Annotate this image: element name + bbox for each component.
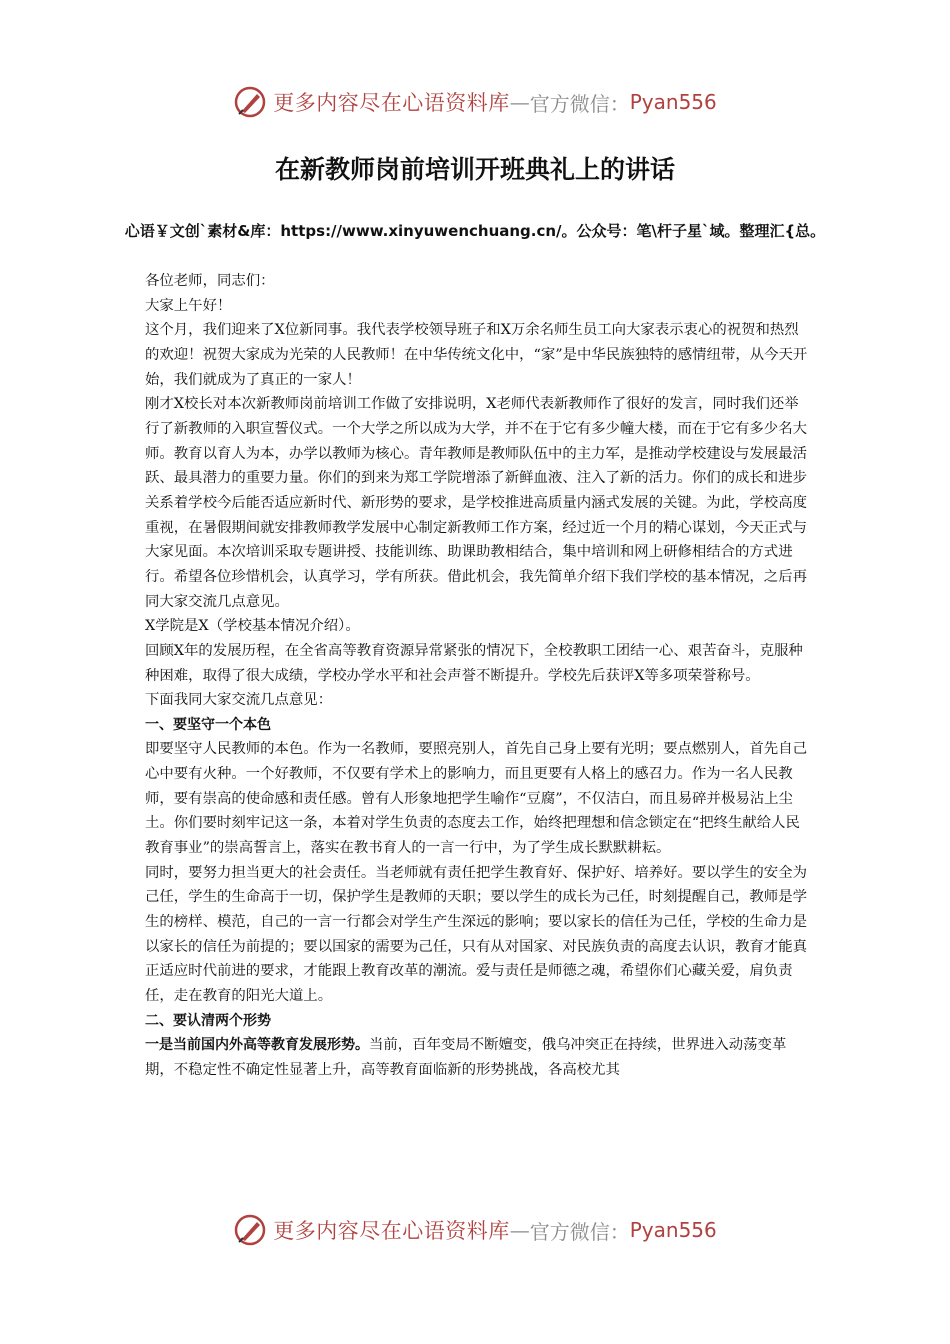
document-title: 在新教师岗前培训开班典礼上的讲话 <box>274 155 675 184</box>
paragraph <box>145 1033 810 1082</box>
section-heading: 一、要坚守一个本色 <box>145 716 271 733</box>
source-line: 心语￥文创`素材&库：https://www.xinyuwenchuang.cn/。公众号：笔\杆子星`域。整理汇{总。 <box>124 222 826 240</box>
watermark-banner-top <box>0 80 950 124</box>
pen-logo-icon <box>233 85 267 119</box>
paragraph: 回顾X年的发展历程，在全省高等教育资源异常紧张的情况下，全校教职工团结一心、艰苦奋斗，克服种种困难，取得了很大成绩，学校办学水平和社会声誉不断提升。学校先后获评X等多项荣誉称号。 <box>145 642 803 684</box>
paragraph: 各位老师，同志们： <box>145 273 275 289</box>
paragraph-text: 当前，百年变局不断嬗变，俄乌冲突正在持续，世界进入动荡变革期，不稳定性不确定性显著上升，高等教育面临新的形势挑战，各高校尤其 <box>145 1037 787 1078</box>
banner-wechat-id: Pyan556 <box>629 1218 717 1242</box>
paragraph-lead: 一是当前国内外高等教育发展形势。 <box>145 1037 369 1054</box>
paragraph: 下面我同大家交流几点意见： <box>145 692 333 709</box>
banner-sub-text: 官方微信： <box>529 1219 630 1244</box>
document-body <box>145 269 810 1083</box>
paragraph: 刚才X校长对本次新教师岗前培训工作做了安排说明，X老师代表新教师作了很好的发言，同时我们还举行了新教师的入职宣誓仪式。一个大学之所以成为大学，并不在于它有多少幢大楼，而在于它有多少名大师。教育以育人为本，办学以教师为核心。青年教师是教师队伍中的主力军，是推动学校建设与发展最活跃、最具潜力的重要力量。你们的到来为郑工学院增添了新鲜血液、注入了新的活力。你们的成长和进步关系着学校今后能否适应新时代、新形势的要求，是学校推进高质量内涵式发展的关键。为此，学校高度重视，在暑假期间就安排教师教学发展中心制定新教师工作方案，经过近一个月的精心谋划，今天正式与大家见面。本次培训采取专题讲授、技能训练、助课助教相结合，集中培训和网上研修相结合的方式进行。希望各位珍惜机会，认真学习，学有所获。借此机会，我先简单介绍下我们学校的基本情况，之后再同大家交流几点意见。 <box>145 396 807 610</box>
paragraph: 同时，要努力担当更大的社会责任。当老师就有责任把学生教育好、保护好、培养好。要以学生的安全为己任，学生的生命高于一切，保护学生是教师的天职；要以学生的成长为己任，时刻提醒自己，教师是学生的榜样、模范，自己的一言一行都会对学生产生深远的影响；要以家长的信任为己任，学校的生命力是以家长的信任为前提的；要以国家的需要为己任，只有从对国家、对民族负责的高度去认识，教育才能真正适应时代前进的要求，才能跟上教育改革的潮流。爱与责任是师德之魂，希望你们心藏关爱，肩负责任，走在教育的阳光大道上。 <box>145 864 807 1005</box>
banner-wechat-id: Pyan556 <box>629 90 717 114</box>
banner-sub-text: 官方微信： <box>529 91 630 116</box>
banner-main-text: 更多内容尽在心语资料库 <box>273 91 510 115</box>
paragraph: X学院是X（学校基本情况介绍）。 <box>145 618 360 635</box>
section-heading: 二、要认清两个形势 <box>145 1012 271 1029</box>
banner-dash: — <box>509 1218 530 1242</box>
paragraph: 即要坚守人民教师的本色。作为一名教师，要照亮别人，首先自己身上要有光明；要点燃别人，首先自己心中要有火种。一个好教师，不仅要有学术上的影响力，而且更要有人格上的感召力。作为一名人民教师，要有崇高的使命感和责任感。曾有人形象地把学生喻作“豆腐”，不仅洁白，而且易碎并极易沾上尘土。你们要时刻牢记这一条，本着对学生负责的态度去工作，始终把理想和信念锁定在“把终生献给人民教育事业”的崇高誓言上，落实在教书育人的一言一行中，为了学生成长默默耕耘。 <box>145 741 807 857</box>
watermark-banner-bottom <box>0 1208 950 1252</box>
pen-logo-icon <box>233 1213 267 1247</box>
banner-main-text: 更多内容尽在心语资料库 <box>273 1219 510 1243</box>
paragraph: 这个月，我们迎来了X位新同事。我代表学校领导班子和X万余名师生员工向大家表示衷心的祝贺和热烈的欢迎！祝贺大家成为光荣的人民教师！在中华传统文化中，“家”是中华民族独特的感情纽带，从今天开始，我们就成为了真正的一家人！ <box>145 322 808 388</box>
banner-dash: — <box>509 90 530 114</box>
paragraph: 大家上午好！ <box>145 297 232 314</box>
